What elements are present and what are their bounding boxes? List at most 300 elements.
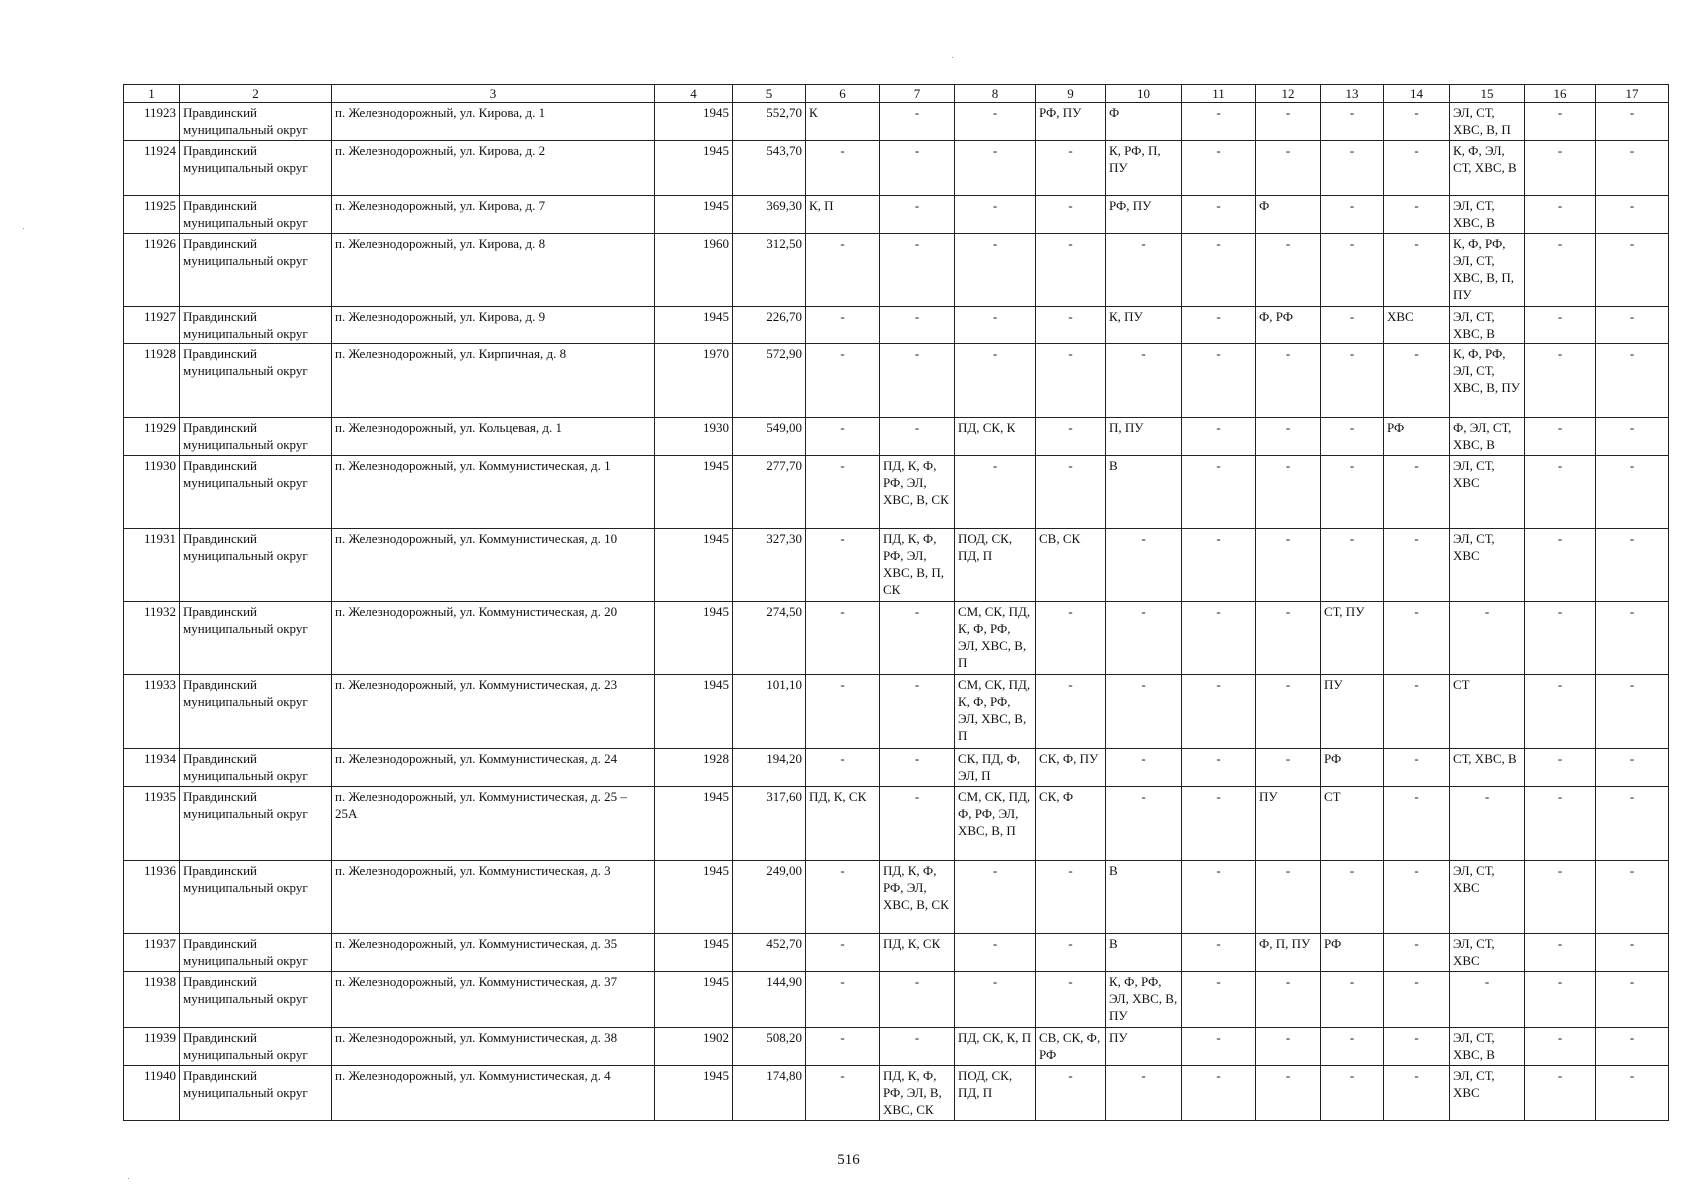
table-cell: 11925 [124, 196, 180, 234]
table-cell: 11923 [124, 103, 180, 141]
table-cell: СТ [1450, 675, 1525, 749]
table-cell: - [1596, 141, 1669, 196]
table-cell: Правдинский муниципальный округ [180, 972, 332, 1028]
table-row [124, 196, 1669, 234]
table-cell: 11930 [124, 456, 180, 529]
column-header: 4 [655, 85, 733, 103]
table-cell: - [1256, 675, 1321, 749]
table-cell: - [1384, 344, 1450, 418]
table-cell: - [1384, 234, 1450, 307]
table-cell: - [955, 972, 1036, 1028]
table-cell: - [1182, 307, 1256, 344]
table-cell: ЭЛ, СТ, ХВС, В, П [1450, 103, 1525, 141]
table-cell: 11940 [124, 1066, 180, 1121]
table-cell: СВ, СК, Ф, РФ [1036, 1028, 1106, 1066]
table-cell: - [880, 307, 955, 344]
table-cell: 1945 [655, 103, 733, 141]
table-cell: п. Железнодорожный, ул. Коммунистическая, д. 20 [332, 602, 655, 675]
table-cell: Ф, П, ПУ [1256, 934, 1321, 972]
table-cell: п. Железнодорожный, ул. Коммунистическая, д. 37 [332, 972, 655, 1028]
table-cell: СМ, СК, ПД, К, Ф, РФ, ЭЛ, ХВС, В, П [955, 675, 1036, 749]
table-cell: 452,70 [733, 934, 806, 972]
table-cell: - [1321, 972, 1384, 1028]
table-cell: - [880, 344, 955, 418]
table-cell: 11931 [124, 529, 180, 602]
table-cell: Правдинский муниципальный округ [180, 1066, 332, 1121]
table-cell: - [1321, 307, 1384, 344]
table-cell: - [880, 141, 955, 196]
table-cell: - [1525, 307, 1596, 344]
table-cell: 1945 [655, 1066, 733, 1121]
table-cell: - [806, 307, 880, 344]
table-cell: 11936 [124, 861, 180, 934]
table-cell: СТ [1321, 787, 1384, 861]
table-cell: ПД, К, Ф, РФ, ЭЛ, В, ХВС, СК [880, 1066, 955, 1121]
table-cell: РФ [1321, 934, 1384, 972]
table-cell: - [1525, 344, 1596, 418]
table-cell: - [806, 234, 880, 307]
table-cell: п. Железнодорожный, ул. Кирова, д. 1 [332, 103, 655, 141]
scan-speck [128, 1178, 129, 1179]
table-cell: - [880, 675, 955, 749]
table-row [124, 307, 1669, 344]
table-cell: - [1106, 602, 1182, 675]
table-cell: - [1321, 418, 1384, 456]
table-cell: - [1182, 418, 1256, 456]
table-cell: - [1596, 456, 1669, 529]
table-cell: - [1384, 675, 1450, 749]
table-cell: п. Железнодорожный, ул. Коммунистическая, д. 35 [332, 934, 655, 972]
table-cell: - [955, 103, 1036, 141]
table-cell: - [1596, 529, 1669, 602]
table-cell: ЭЛ, СТ, ХВС [1450, 934, 1525, 972]
table-cell: - [1106, 344, 1182, 418]
table-cell: - [806, 418, 880, 456]
table-cell: - [1525, 1028, 1596, 1066]
table-cell: - [1596, 749, 1669, 787]
table-cell: 11938 [124, 972, 180, 1028]
table-cell: - [880, 103, 955, 141]
table-cell: - [1182, 787, 1256, 861]
table-cell: - [1036, 196, 1106, 234]
table-cell: - [1106, 749, 1182, 787]
table-row [124, 234, 1669, 307]
column-header: 14 [1384, 85, 1450, 103]
table-cell: - [1182, 1066, 1256, 1121]
table-cell: - [1321, 103, 1384, 141]
table-cell: РФ, ПУ [1036, 103, 1106, 141]
table-cell: - [1321, 234, 1384, 307]
table-cell: - [1384, 141, 1450, 196]
table-cell: п. Железнодорожный, ул. Коммунистическая, д. 3 [332, 861, 655, 934]
table-cell: - [1256, 749, 1321, 787]
table-cell: - [1036, 418, 1106, 456]
table-cell: СМ, СК, ПД, К, Ф, РФ, ЭЛ, ХВС, В, П [955, 602, 1036, 675]
table-cell: - [1596, 675, 1669, 749]
table-cell: СТ, ХВС, В [1450, 749, 1525, 787]
table-row [124, 418, 1669, 456]
table-cell: - [806, 675, 880, 749]
table-cell: 1945 [655, 934, 733, 972]
table-cell: 369,30 [733, 196, 806, 234]
table-cell: ЭЛ, СТ, ХВС, В [1450, 1028, 1525, 1066]
table-cell: - [806, 1028, 880, 1066]
table-cell: - [1182, 196, 1256, 234]
table-cell: 1945 [655, 456, 733, 529]
column-header: 8 [955, 85, 1036, 103]
column-header: 16 [1525, 85, 1596, 103]
table-cell: ПД, К, Ф, РФ, ЭЛ, ХВС, В, СК [880, 861, 955, 934]
table-row [124, 141, 1669, 196]
table-cell: 194,20 [733, 749, 806, 787]
table-cell: - [1256, 141, 1321, 196]
table-cell: 11934 [124, 749, 180, 787]
table-cell: - [1036, 972, 1106, 1028]
table-cell: п. Железнодорожный, ул. Коммунистическая, д. 10 [332, 529, 655, 602]
table-cell: К, Ф, ЭЛ, СТ, ХВС, В [1450, 141, 1525, 196]
table-cell: - [1525, 675, 1596, 749]
table-cell: - [1036, 307, 1106, 344]
table-cell: РФ, ПУ [1106, 196, 1182, 234]
table-cell: - [1525, 602, 1596, 675]
table-cell: 572,90 [733, 344, 806, 418]
table-cell: ЭЛ, СТ, ХВС, В [1450, 307, 1525, 344]
table-cell: СТ, ПУ [1321, 602, 1384, 675]
table-cell: - [806, 934, 880, 972]
table-cell: - [1256, 529, 1321, 602]
table-cell: - [1182, 749, 1256, 787]
table-cell: ЭЛ, СТ, ХВС [1450, 861, 1525, 934]
table-cell: Правдинский муниципальный округ [180, 307, 332, 344]
table-cell: 1970 [655, 344, 733, 418]
table-cell: Ф, ЭЛ, СТ, ХВС, В [1450, 418, 1525, 456]
column-header: 6 [806, 85, 880, 103]
table-cell: 1945 [655, 675, 733, 749]
table-cell: - [1384, 861, 1450, 934]
table-cell: - [1106, 234, 1182, 307]
table-cell: 1945 [655, 141, 733, 196]
table-cell: - [1036, 861, 1106, 934]
table-cell: - [1182, 344, 1256, 418]
table-cell: 1930 [655, 418, 733, 456]
table-cell: - [1106, 529, 1182, 602]
table-cell: 1902 [655, 1028, 733, 1066]
table-cell: - [1182, 103, 1256, 141]
table-cell: ПД, К, Ф, РФ, ЭЛ, ХВС, В, П, СК [880, 529, 955, 602]
table-cell: - [1256, 602, 1321, 675]
column-header: 9 [1036, 85, 1106, 103]
table-cell: 1945 [655, 196, 733, 234]
table-cell: - [806, 141, 880, 196]
table-cell: - [1182, 602, 1256, 675]
table-cell: - [1525, 456, 1596, 529]
table-cell: П, ПУ [1106, 418, 1182, 456]
table-cell: К, Ф, РФ, ЭЛ, СТ, ХВС, В, П, ПУ [1450, 234, 1525, 307]
table-cell: - [1525, 418, 1596, 456]
table-cell: - [1525, 749, 1596, 787]
table-cell: ПД, СК, К, П [955, 1028, 1036, 1066]
table-cell: ЭЛ, СТ, ХВС, В [1450, 196, 1525, 234]
table-cell: ПД, К, СК [806, 787, 880, 861]
table-cell: - [955, 456, 1036, 529]
table-cell: ПУ [1106, 1028, 1182, 1066]
table-cell: - [1182, 456, 1256, 529]
table-cell: Правдинский муниципальный округ [180, 456, 332, 529]
table-row [124, 602, 1669, 675]
table-cell: В [1106, 456, 1182, 529]
table-cell: - [1321, 456, 1384, 529]
table-cell: п. Железнодорожный, ул. Кольцевая, д. 1 [332, 418, 655, 456]
column-header: 2 [180, 85, 332, 103]
table-cell: п. Железнодорожный, ул. Кирпичная, д. 8 [332, 344, 655, 418]
table-cell: 101,10 [733, 675, 806, 749]
table-cell: - [1321, 141, 1384, 196]
table-cell: Правдинский муниципальный округ [180, 861, 332, 934]
table-cell: К, ПУ [1106, 307, 1182, 344]
table-cell: - [1256, 861, 1321, 934]
table-cell: ПОД, СК, ПД, П [955, 1066, 1036, 1121]
scan-speck [952, 57, 953, 58]
table-row [124, 787, 1669, 861]
table-cell: Правдинский муниципальный округ [180, 344, 332, 418]
table-cell: 249,00 [733, 861, 806, 934]
table-cell: - [1036, 1066, 1106, 1121]
table-cell: - [1596, 307, 1669, 344]
table-row [124, 456, 1669, 529]
table-cell: К, Ф, РФ, ЭЛ, СТ, ХВС, В, ПУ [1450, 344, 1525, 418]
table-cell: - [1596, 972, 1669, 1028]
table-cell: п. Железнодорожный, ул. Кирова, д. 8 [332, 234, 655, 307]
table-cell: 11928 [124, 344, 180, 418]
table-cell: 174,80 [733, 1066, 806, 1121]
table-body [124, 103, 1669, 1121]
table-cell: - [1596, 103, 1669, 141]
table-cell: - [1182, 972, 1256, 1028]
table-cell: Правдинский муниципальный округ [180, 196, 332, 234]
table-cell: - [1256, 418, 1321, 456]
table-cell: - [806, 1066, 880, 1121]
table-cell: - [880, 749, 955, 787]
table-cell: К, РФ, П, ПУ [1106, 141, 1182, 196]
column-header: 3 [332, 85, 655, 103]
column-header: 1 [124, 85, 180, 103]
table-cell: - [1256, 1066, 1321, 1121]
table-cell: 274,50 [733, 602, 806, 675]
table-cell: - [1596, 1028, 1669, 1066]
table-cell: 1945 [655, 972, 733, 1028]
table-cell: - [1525, 972, 1596, 1028]
table-cell: п. Железнодорожный, ул. Коммунистическая, д. 24 [332, 749, 655, 787]
table-row [124, 972, 1669, 1028]
table-cell: п. Железнодорожный, ул. Кирова, д. 2 [332, 141, 655, 196]
table-cell: - [806, 456, 880, 529]
table-cell: - [806, 529, 880, 602]
table-cell: - [955, 934, 1036, 972]
table-cell: - [1450, 787, 1525, 861]
column-header: 13 [1321, 85, 1384, 103]
page-number: 516 [837, 1152, 860, 1168]
table-cell: 508,20 [733, 1028, 806, 1066]
table-cell: РФ [1384, 418, 1450, 456]
table-cell: 226,70 [733, 307, 806, 344]
column-header: 15 [1450, 85, 1525, 103]
table-cell: 11932 [124, 602, 180, 675]
table-cell: - [1384, 749, 1450, 787]
table-cell: - [1384, 934, 1450, 972]
table-cell: - [955, 234, 1036, 307]
table-cell: - [1525, 234, 1596, 307]
table-header [124, 85, 1669, 103]
table-cell: - [1596, 1066, 1669, 1121]
table-row [124, 1028, 1669, 1066]
table-cell: 11935 [124, 787, 180, 861]
table-cell: - [806, 749, 880, 787]
table-cell: - [1384, 1066, 1450, 1121]
table-cell: - [1450, 602, 1525, 675]
table-cell: 277,70 [733, 456, 806, 529]
table-cell: 1928 [655, 749, 733, 787]
table-cell: - [880, 196, 955, 234]
table-cell: - [1182, 934, 1256, 972]
table-cell: 11939 [124, 1028, 180, 1066]
column-header: 17 [1596, 85, 1669, 103]
table-row [124, 103, 1669, 141]
table-cell: 11927 [124, 307, 180, 344]
table-cell: Правдинский муниципальный округ [180, 529, 332, 602]
table-cell: - [1525, 1066, 1596, 1121]
column-header: 10 [1106, 85, 1182, 103]
table-cell: - [1525, 103, 1596, 141]
table-cell: 312,50 [733, 234, 806, 307]
table-cell: - [1106, 675, 1182, 749]
table-row [124, 344, 1669, 418]
table-cell: ПУ [1256, 787, 1321, 861]
column-header: 12 [1256, 85, 1321, 103]
header-row [124, 85, 1669, 103]
column-header: 11 [1182, 85, 1256, 103]
table-cell: п. Железнодорожный, ул. Коммунистическая, д. 4 [332, 1066, 655, 1121]
table-cell: Правдинский муниципальный округ [180, 787, 332, 861]
table-cell: - [1036, 934, 1106, 972]
table-cell: - [880, 234, 955, 307]
table-cell: 327,30 [733, 529, 806, 602]
table-cell: - [1036, 234, 1106, 307]
table-cell: п. Железнодорожный, ул. Коммунистическая, д. 25 – 25А [332, 787, 655, 861]
table-cell: Ф, РФ [1256, 307, 1321, 344]
table-cell: - [1596, 344, 1669, 418]
table-cell: К, П [806, 196, 880, 234]
table-cell: 1945 [655, 602, 733, 675]
table-cell: - [1596, 602, 1669, 675]
table-cell: - [1596, 934, 1669, 972]
table-cell: СВ, СК [1036, 529, 1106, 602]
table-cell: СК, Ф, ПУ [1036, 749, 1106, 787]
table-cell: - [1596, 196, 1669, 234]
table-cell: ЭЛ, СТ, ХВС [1450, 1066, 1525, 1121]
table-cell: ЭЛ, СТ, ХВС [1450, 529, 1525, 602]
table-cell: - [955, 861, 1036, 934]
table-cell: - [1256, 234, 1321, 307]
column-header: 7 [880, 85, 955, 103]
table-cell: - [1384, 1028, 1450, 1066]
table-cell: - [1596, 418, 1669, 456]
table-cell: - [1321, 196, 1384, 234]
table-cell: К, Ф, РФ, ЭЛ, ХВС, В, ПУ [1106, 972, 1182, 1028]
table-cell: - [1525, 196, 1596, 234]
table-cell: 11926 [124, 234, 180, 307]
table-cell: - [806, 344, 880, 418]
table-cell: - [1596, 234, 1669, 307]
table-row [124, 1066, 1669, 1121]
table-cell: Правдинский муниципальный округ [180, 234, 332, 307]
table-cell: Ф [1106, 103, 1182, 141]
table-cell: п. Железнодорожный, ул. Коммунистическая, д. 1 [332, 456, 655, 529]
table-cell: - [1256, 344, 1321, 418]
table-cell: - [1256, 972, 1321, 1028]
table-cell: - [1525, 529, 1596, 602]
table-row [124, 675, 1669, 749]
table-cell: 144,90 [733, 972, 806, 1028]
table-cell: п. Железнодорожный, ул. Кирова, д. 9 [332, 307, 655, 344]
table-cell: 317,60 [733, 787, 806, 861]
table-cell: 1945 [655, 307, 733, 344]
data-table [123, 84, 1669, 1121]
table-cell: - [1182, 234, 1256, 307]
table-cell: К [806, 103, 880, 141]
table-cell: - [1182, 141, 1256, 196]
table-cell: - [880, 602, 955, 675]
table-cell: Ф [1256, 196, 1321, 234]
table-cell: - [806, 602, 880, 675]
table-cell: - [1182, 529, 1256, 602]
table-cell: - [806, 861, 880, 934]
table-cell: РФ [1321, 749, 1384, 787]
table-cell: - [955, 196, 1036, 234]
table-cell: Правдинский муниципальный округ [180, 103, 332, 141]
table-cell: - [880, 972, 955, 1028]
table-cell: - [1321, 1028, 1384, 1066]
table-row [124, 861, 1669, 934]
table-cell: - [955, 344, 1036, 418]
table-cell: - [1450, 972, 1525, 1028]
table-cell: 552,70 [733, 103, 806, 141]
table-cell: В [1106, 861, 1182, 934]
table-cell: Правдинский муниципальный округ [180, 1028, 332, 1066]
table-cell: - [1182, 675, 1256, 749]
table-cell: - [880, 1028, 955, 1066]
table-cell: - [1525, 141, 1596, 196]
table-cell: - [1596, 861, 1669, 934]
table-cell: - [1106, 787, 1182, 861]
table-cell: ПУ [1321, 675, 1384, 749]
table-cell: Правдинский муниципальный округ [180, 141, 332, 196]
table-cell: - [1182, 1028, 1256, 1066]
table-cell: - [1384, 787, 1450, 861]
table-cell: Правдинский муниципальный округ [180, 418, 332, 456]
table-cell: СМ, СК, ПД, Ф, РФ, ЭЛ, ХВС, В, П [955, 787, 1036, 861]
table-cell: СК, Ф [1036, 787, 1106, 861]
table-cell: - [1384, 529, 1450, 602]
table-cell: Правдинский муниципальный округ [180, 749, 332, 787]
table-cell: - [1596, 787, 1669, 861]
table-cell: - [1256, 103, 1321, 141]
table-cell: - [806, 972, 880, 1028]
table-cell: ПД, К, Ф, РФ, ЭЛ, ХВС, В, СК [880, 456, 955, 529]
table-cell: - [1525, 934, 1596, 972]
table-cell: - [1321, 861, 1384, 934]
table-cell: - [1036, 344, 1106, 418]
table-row [124, 749, 1669, 787]
